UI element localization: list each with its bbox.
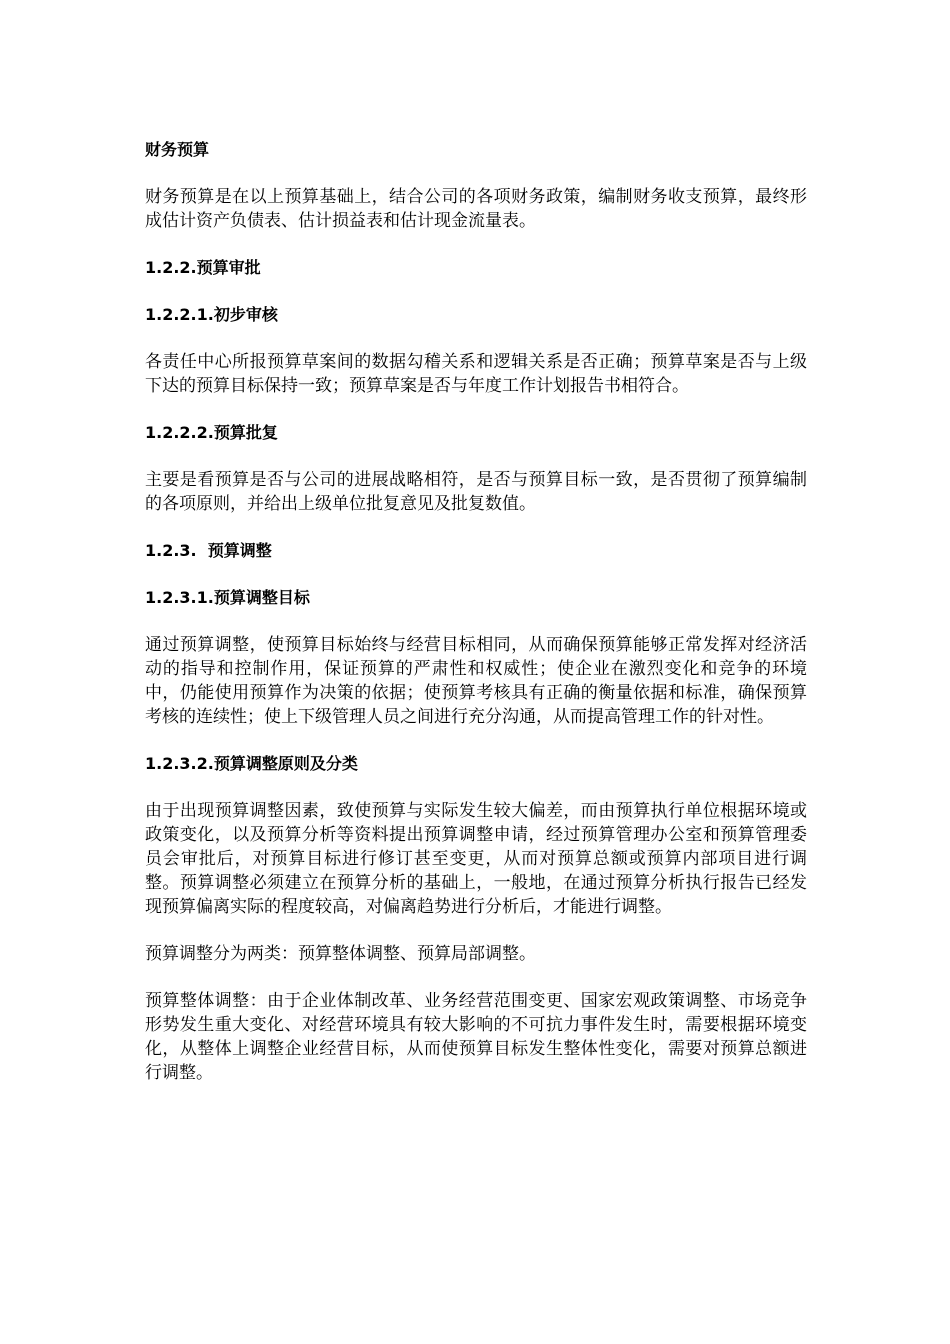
heading-1-2-3: 1.2.3. 预算调整 [145,541,272,560]
document-page [145,138,807,1108]
para-adjustment-goal: 通过预算调整，使预算目标始终与经营目标相同，从而确保预算能够正常发挥对经济活动的指导和控制作用，保证预算的严肃性和权威性；使企业在激烈变化和竞争的环境中，仍能使用预算作为决策的依据；使预算考核具有正确的衡量依据和标准，确保预算考核的连续性；使上下级管理人员之间进行充分沟通，从而提高管理工作的针对性。 [145,635,807,727]
heading-1-2-3-1: 1.2.3.1.预算调整目标 [145,588,310,607]
para-initial-review: 各责任中心所报预算草案间的数据勾稽关系和逻辑关系是否正确；预算草案是否与上级下达的预算目标保持一致；预算草案是否与年度工作计划报告书相符合。 [145,352,807,396]
para-financial-budget: 财务预算是在以上预算基础上，结合公司的各项财务政策，编制财务收支预算，最终形成估计资产负债表、估计损益表和估计现金流量表。 [145,187,807,231]
heading-financial-budget: 财务预算 [145,140,210,159]
para-adjustment-principle: 由于出现预算调整因素，致使预算与实际发生较大偏差，而由预算执行单位根据环境或政策变化，以及预算分析等资料提出预算调整申请，经过预算管理办公室和预算管理委员会审批后，对预算目标进行修订甚至变更，从而对预算总额或预算内部项目进行调整。预算调整必须建立在预算分析的基础上，一般地，在通过预算分析执行报告已经发现预算偏离实际的程度较高，对偏离趋势进行分析后，才能进行调整。 [145,801,807,917]
para-budget-approval: 主要是看预算是否与公司的进展战略相符，是否与预算目标一致，是否贯彻了预算编制的各项原则，并给出上级单位批复意见及批复数值。 [145,470,807,514]
para-adjustment-types: 预算调整分为两类：预算整体调整、预算局部调整。 [145,944,536,964]
para-overall-adjustment: 预算整体调整：由于企业体制改革、业务经营范围变更、国家宏观政策调整、市场竞争形势发生重大变化、对经营环境具有较大影响的不可抗力事件发生时，需要根据环境变化，从整体上调整企业经营目标，从而使预算目标发生整体性变化，需要对预算总额进行调整。 [145,991,807,1083]
heading-1-2-2: 1.2.2.预算审批 [145,258,261,277]
heading-1-2-3-2: 1.2.3.2.预算调整原则及分类 [145,754,358,773]
heading-1-2-2-1: 1.2.2.1.初步审核 [145,305,278,324]
heading-1-2-2-2: 1.2.2.2.预算批复 [145,423,278,442]
